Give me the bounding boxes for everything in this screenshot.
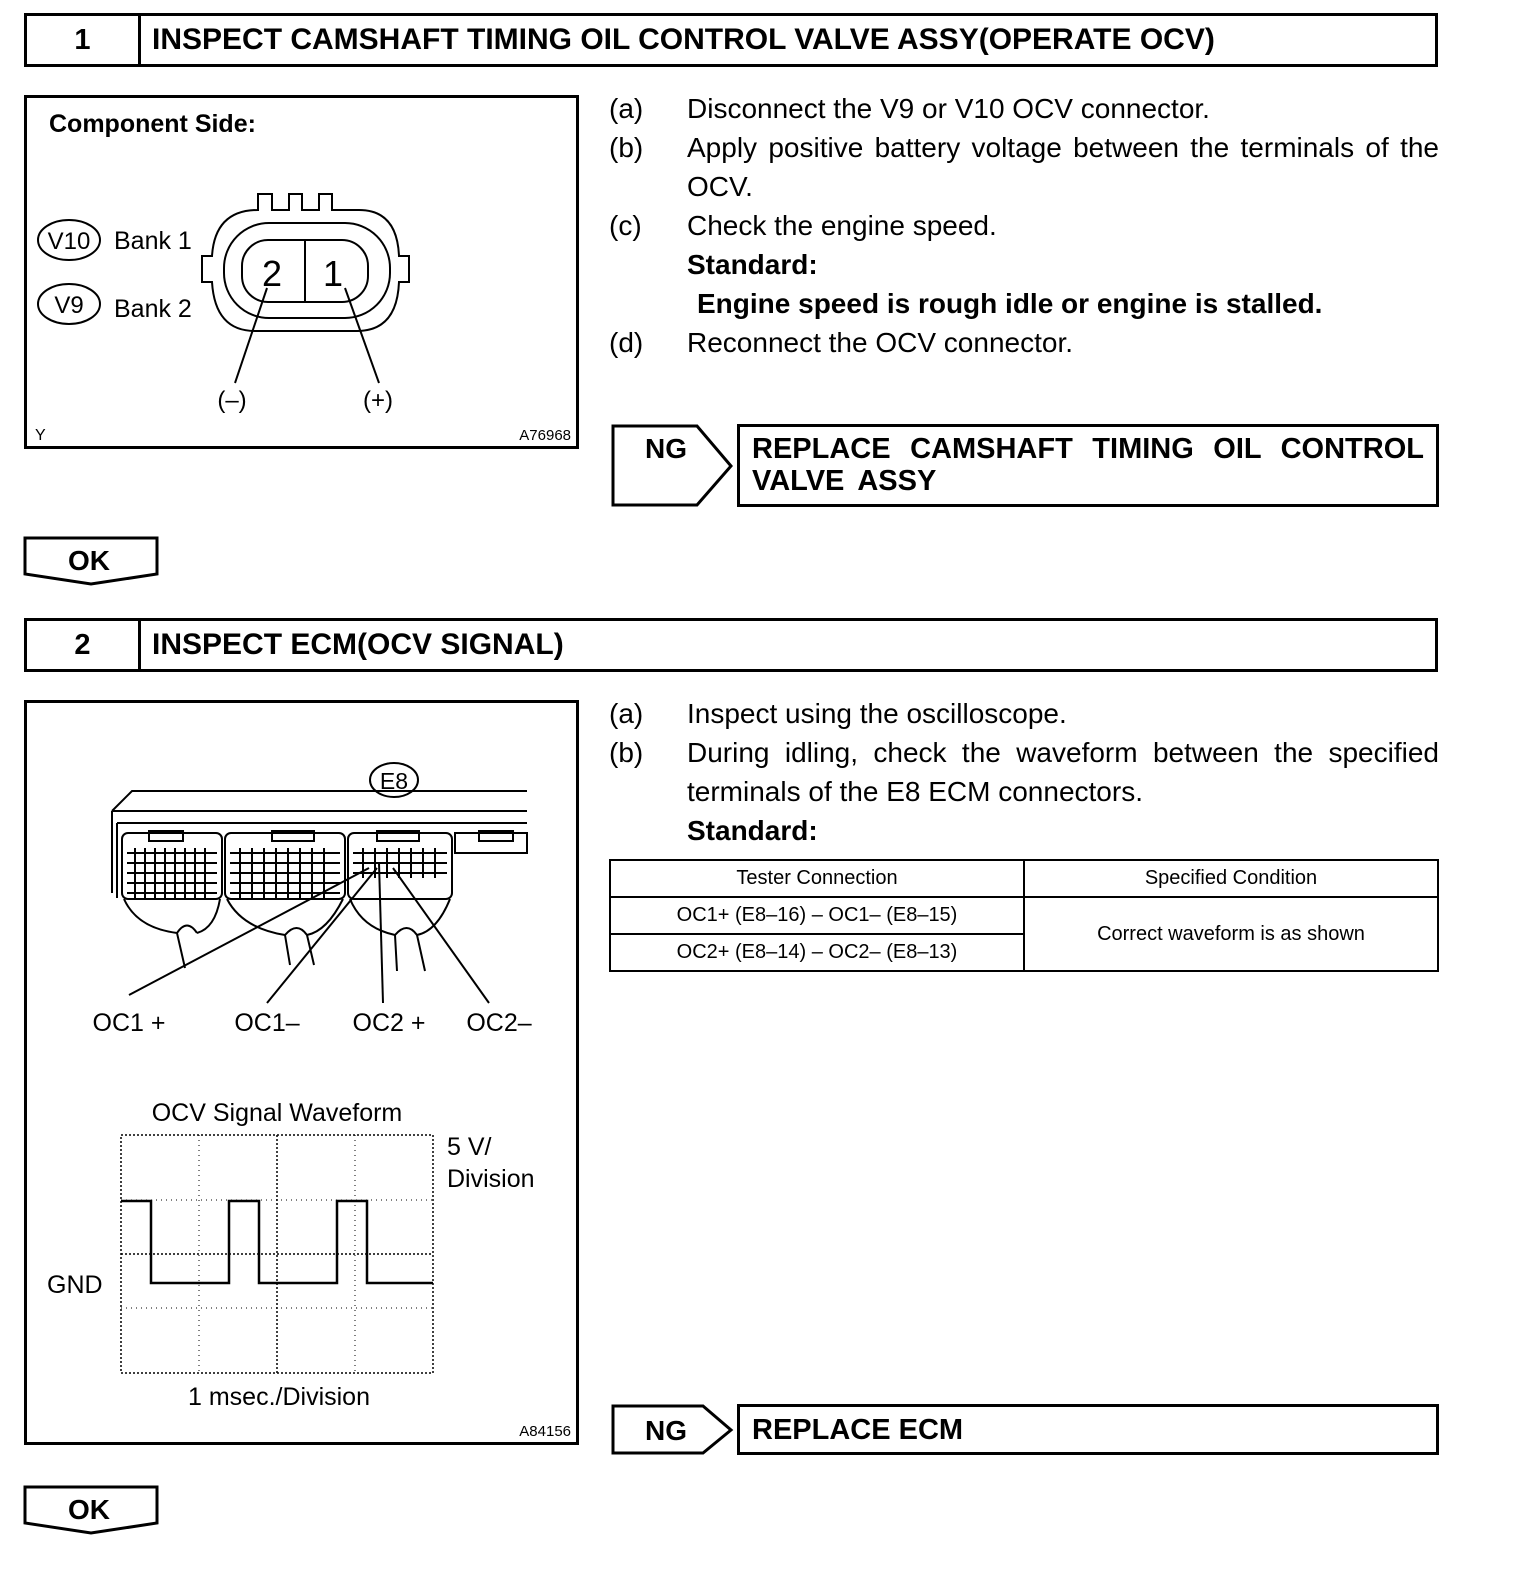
plus-terminal-label: (+) — [363, 387, 393, 414]
ok-arrow — [23, 536, 161, 588]
pin1-label: 1 — [322, 253, 344, 294]
figure-id: A84156 — [519, 1423, 571, 1440]
table-row — [610, 897, 1438, 934]
instruction-letter: (a) — [609, 698, 644, 729]
ng-label: NG — [645, 1415, 687, 1446]
table-header: Specified Condition — [1024, 860, 1438, 897]
ecm-body — [112, 791, 527, 971]
v9-label: V9 — [54, 292, 84, 319]
instruction-item — [609, 128, 1439, 206]
instruction-item — [609, 89, 1439, 128]
connector-figure — [24, 95, 579, 449]
plus-leader — [345, 288, 379, 383]
gnd-label: GND — [47, 1271, 103, 1299]
component-side-label: Component Side: — [49, 110, 256, 138]
ng-action-box — [737, 1404, 1439, 1455]
instruction-text: Disconnect the V9 or V10 OCV connector. — [687, 93, 1210, 124]
ng-action-text: REPLACE ECM — [752, 1414, 964, 1446]
step2-instructions — [609, 694, 1439, 850]
instruction-text: Inspect using the oscilloscope. — [687, 698, 1067, 729]
standard-label: Standard: — [687, 815, 818, 846]
step1-instructions — [609, 89, 1439, 362]
instruction-item — [609, 733, 1439, 811]
step2-header — [24, 618, 1438, 672]
volt-division-label: 5 V/ — [447, 1133, 492, 1161]
table-header-row — [610, 860, 1438, 897]
instruction-text: Check the engine speed. — [687, 210, 997, 241]
instruction-text: During idling, check the waveform between the specified terminals of the E8 ECM connectors. — [687, 737, 1439, 807]
ng-arrow — [611, 424, 735, 508]
ecm-connector-and-waveform — [27, 703, 576, 1442]
step-title: INSPECT CAMSHAFT TIMING OIL CONTROL VALVE ASSY(OPERATE OCV) — [152, 23, 1215, 56]
time-division-label: 1 msec./Division — [188, 1383, 370, 1411]
spec-table — [609, 859, 1439, 972]
instruction-letter: (c) — [609, 210, 642, 241]
ng-action-box — [737, 424, 1439, 507]
instruction-letter: (d) — [609, 327, 644, 358]
ecm-figure — [24, 700, 579, 1445]
figure-corner-mark: Y — [35, 427, 46, 444]
minus-leader — [235, 288, 267, 383]
table-cell-condition: Correct waveform is as shown — [1024, 897, 1438, 971]
figure-id: A76968 — [519, 427, 571, 444]
ok-label: OK — [68, 545, 110, 576]
instruction-text: Reconnect the OCV connector. — [687, 327, 1073, 358]
instruction-letter: (a) — [609, 93, 644, 124]
ocv-connector-diagram — [27, 98, 576, 446]
instruction-item — [609, 694, 1439, 733]
bank1-label: Bank 1 — [114, 227, 192, 255]
instruction-letter: (b) — [609, 737, 644, 768]
oc1-minus-label: OC1– — [234, 1009, 300, 1037]
step1-header — [24, 13, 1438, 67]
table-cell: OC1+ (E8–16) – OC1– (E8–15) — [610, 897, 1024, 934]
v10-label: V10 — [47, 228, 91, 255]
instruction-letter: (b) — [609, 132, 644, 163]
volt-division-label-2: Division — [447, 1165, 535, 1193]
standard-label: Standard: — [687, 249, 818, 280]
oc1-plus-label: OC1 + — [92, 1009, 166, 1037]
oscilloscope-grid — [121, 1135, 433, 1373]
ng-action-text: REPLACE CAMSHAFT TIMING OIL CONTROL VALVE ASSY — [752, 433, 1424, 497]
pin2-label: 2 — [261, 253, 283, 294]
ng-label: NG — [645, 433, 687, 464]
instruction-item — [609, 323, 1439, 362]
step-title: INSPECT ECM(OCV SIGNAL) — [152, 628, 564, 661]
connector-inner — [224, 223, 390, 318]
step-number: 2 — [27, 621, 141, 669]
instruction-item — [609, 206, 1439, 245]
ok-arrow — [23, 1485, 161, 1537]
bank2-label: Bank 2 — [114, 295, 192, 323]
instruction-text: Apply positive battery voltage between the terminals of the OCV. — [687, 132, 1439, 202]
waveform-title: OCV Signal Waveform — [151, 1099, 403, 1127]
oc2-minus-label: OC2– — [466, 1009, 532, 1037]
table-header: Tester Connection — [610, 860, 1024, 897]
oc2-plus-label: OC2 + — [352, 1009, 426, 1037]
minus-terminal-label: (–) — [217, 387, 247, 414]
e8-label: E8 — [379, 768, 409, 794]
ng-arrow — [611, 1404, 735, 1456]
standard-value: Engine speed is rough idle or engine is stalled. — [697, 288, 1323, 319]
table-cell: OC2+ (E8–14) – OC2– (E8–13) — [610, 934, 1024, 971]
ok-label: OK — [68, 1494, 110, 1525]
ocv-waveform-trace — [121, 1201, 433, 1283]
step-number: 1 — [27, 16, 141, 64]
